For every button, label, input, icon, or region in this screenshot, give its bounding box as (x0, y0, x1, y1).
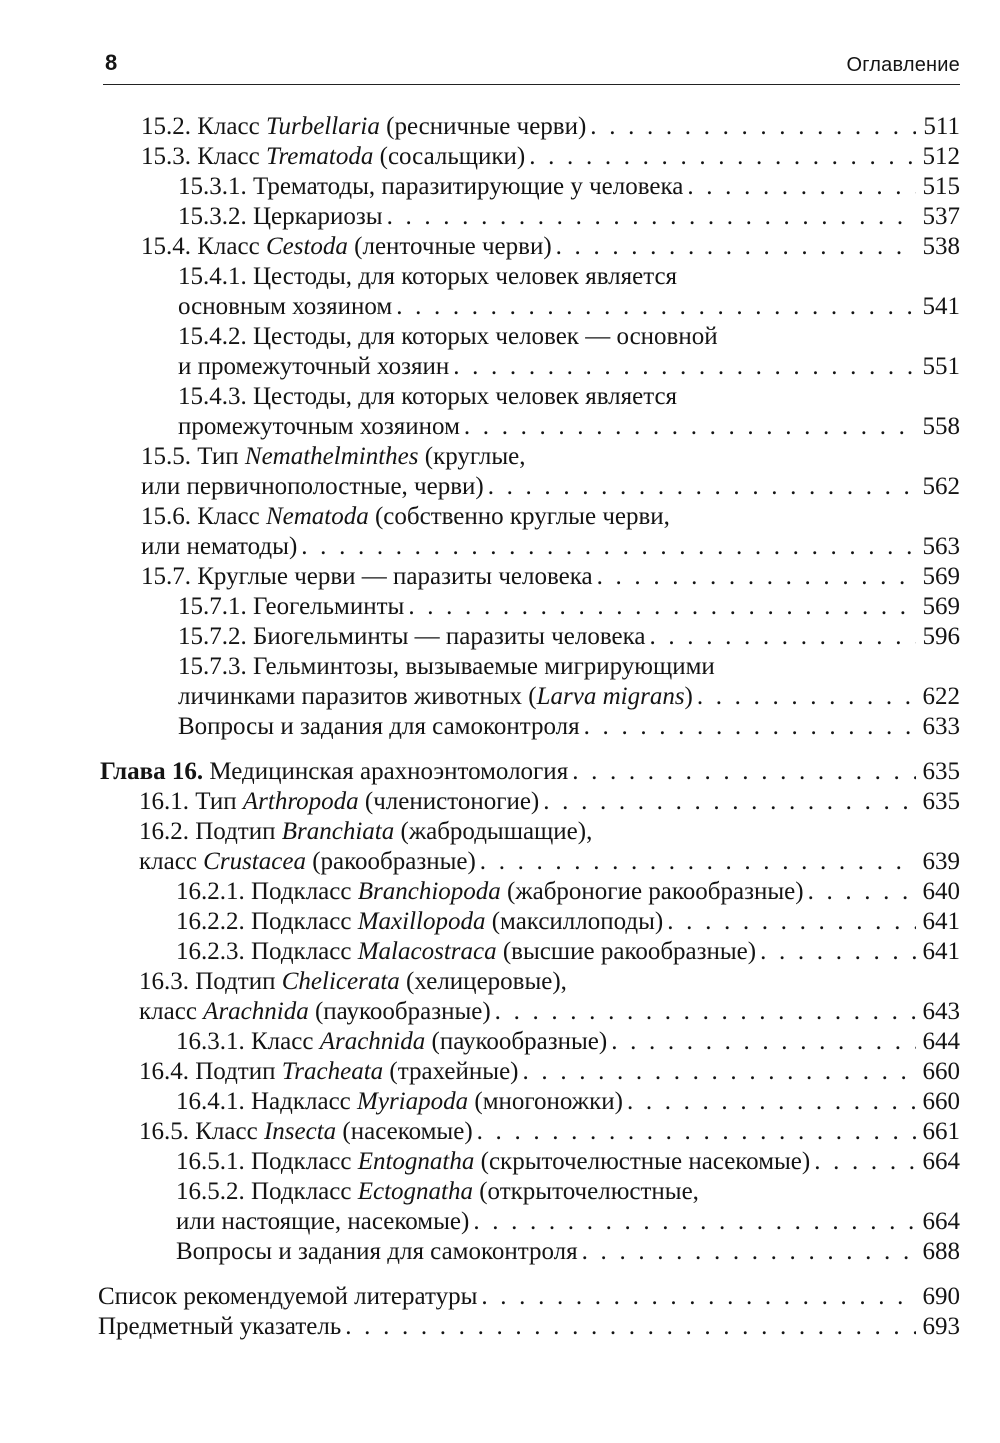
toc-entry-title (178, 352, 449, 382)
title-text: (паукообразные) (308, 998, 491, 1025)
title-text: 15.7.3. Гельминтозы, вызываемые мигрирующими (178, 653, 715, 680)
toc-entry (176, 1087, 960, 1117)
toc-entry-title (178, 202, 383, 232)
title-text: 15.3. Класс (141, 143, 266, 170)
dot-leader (667, 907, 916, 937)
toc-page-number: 641 (922, 938, 960, 965)
toc-page-number: 635 (922, 758, 960, 785)
title-text: 16.5. Класс (139, 1118, 264, 1145)
title-text: 16.2.3. Подкласс (176, 938, 358, 965)
latin-name: Crustacea (203, 848, 306, 875)
toc-entry-title (139, 1117, 473, 1147)
toc-entry (141, 502, 960, 562)
toc-entry-title (176, 1087, 623, 1117)
toc-entry (139, 1057, 960, 1087)
toc-entry-title (176, 1147, 810, 1177)
toc-entry (141, 562, 960, 592)
toc-entry (178, 622, 960, 652)
latin-name: Arthropoda (242, 788, 359, 815)
toc-entry (176, 1027, 960, 1057)
running-head: Оглавление (846, 54, 960, 76)
toc-entry-title (141, 142, 525, 172)
latin-name: Branchiata (281, 818, 395, 845)
dot-leader (396, 292, 916, 322)
toc-entry-title (178, 172, 683, 202)
dot-leader (697, 682, 916, 712)
dot-leader (408, 592, 916, 622)
title-text: (паукообразные) (425, 1028, 608, 1055)
toc-entry-title (178, 652, 715, 682)
toc-entry-title (178, 682, 693, 712)
latin-name: Trematoda (265, 143, 374, 170)
title-text: (ракообразные) (305, 848, 476, 875)
toc-entry-title (178, 412, 460, 442)
dot-leader (627, 1087, 916, 1117)
toc-entry-title (176, 907, 663, 937)
toc-entry (176, 1147, 960, 1177)
toc-entry-title (141, 502, 670, 532)
toc-entry-title (139, 997, 491, 1027)
toc-entry-title (178, 712, 580, 742)
latin-name: Arachnida (203, 998, 309, 1025)
title-text: (скрыточелюстные насекомые) (474, 1148, 811, 1175)
toc-entry-title (141, 532, 297, 562)
dot-leader (481, 1282, 916, 1312)
toc-entry-title (178, 382, 677, 412)
latin-name: Cestoda (265, 233, 348, 260)
title-text: или настоящие, насекомые) (176, 1208, 470, 1235)
title-text: (максиллоподы) (485, 908, 664, 935)
toc-page-number: 596 (922, 623, 960, 650)
title-text: 15.7. Круглые черви — паразиты человека (141, 563, 593, 590)
page-number: 8 (105, 50, 118, 75)
title-text: 16.2. Подтип (139, 818, 282, 845)
toc-page-number: 660 (922, 1058, 960, 1085)
dot-leader (488, 472, 916, 502)
toc-entry (178, 652, 960, 712)
toc-entry (176, 877, 960, 907)
toc-entry (141, 112, 960, 142)
toc-page-number: 541 (922, 293, 960, 320)
toc-entry (178, 382, 960, 442)
toc-entry-title (176, 877, 804, 907)
title-text: 15.5. Тип (141, 443, 245, 470)
toc-entry (139, 967, 960, 1027)
title-text: 16.4. Подтип (139, 1058, 282, 1085)
toc-page-number: 511 (923, 113, 960, 140)
toc-entry-title (178, 292, 392, 322)
toc-entry-title (139, 967, 567, 997)
title-text: 15.2. Класс (141, 113, 266, 140)
latin-name: Turbellaria (265, 113, 380, 140)
toc-page-number: 693 (922, 1313, 960, 1340)
dot-leader (808, 877, 916, 907)
toc-entry (178, 592, 960, 622)
title-text: (круглые, (418, 443, 526, 470)
toc-entry-title (178, 622, 646, 652)
latin-name: Arachnida (319, 1028, 426, 1055)
toc-entry (141, 232, 960, 262)
latin-name: Chelicerata (281, 968, 400, 995)
title-text: (ленточные черви) (347, 233, 552, 260)
toc-entry (176, 937, 960, 967)
toc-entry-title (176, 1027, 607, 1057)
title-text: или нематоды) (141, 533, 298, 560)
latin-name: Insecta (263, 1118, 337, 1145)
toc-page-number: 538 (922, 233, 960, 260)
title-text: 16.3. Подтип (139, 968, 282, 995)
toc-entry-title (176, 937, 756, 967)
title-text: 15.3.1. Трематоды, паразитирующие у человека (178, 173, 684, 200)
toc-page-number: 512 (922, 143, 960, 170)
title-text: 16.2.1. Подкласс (176, 878, 358, 905)
dot-leader (477, 1117, 916, 1147)
title-text: 15.3.2. Церкариозы (178, 203, 383, 230)
dot-leader (480, 847, 916, 877)
dot-leader (473, 1207, 916, 1237)
toc-page-number: 558 (922, 413, 960, 440)
toc-page-number: 688 (922, 1238, 960, 1265)
title-text: 16.5.1. Подкласс (176, 1148, 358, 1175)
toc-entry-title (98, 1312, 341, 1342)
dot-leader (687, 172, 916, 202)
title-text: (жабродышащие), (394, 818, 593, 845)
toc-entry (139, 817, 960, 877)
toc-entry-title (139, 817, 592, 847)
toc-entry (176, 1177, 960, 1237)
title-text: 16.3.1. Класс (176, 1028, 320, 1055)
dot-leader (650, 622, 917, 652)
latin-name: Branchiopoda (357, 878, 501, 905)
latin-name: Tracheata (281, 1058, 384, 1085)
title-text: ) (684, 683, 693, 710)
toc-page-number: 664 (922, 1208, 960, 1235)
dot-leader (464, 412, 916, 442)
title-text: основным хозяином (178, 293, 393, 320)
toc-entry (178, 262, 960, 322)
toc-entry (176, 907, 960, 937)
toc-entry-title (98, 1282, 477, 1312)
toc-page-number: 643 (922, 998, 960, 1025)
toc-page-number: 660 (922, 1088, 960, 1115)
dot-leader (523, 1057, 916, 1087)
toc-page-number: 640 (922, 878, 960, 905)
toc-entry-title (176, 1177, 699, 1207)
latin-name: Larva migrans (536, 683, 685, 710)
title-text: 16.5.2. Подкласс (176, 1178, 358, 1205)
latin-name: Ectognatha (357, 1178, 473, 1205)
toc-page-number: 563 (922, 533, 960, 560)
dot-leader (597, 562, 916, 592)
title-text: (жаброногие ракообразные) (500, 878, 804, 905)
title-text: (насекомые) (336, 1118, 473, 1145)
toc-page-number: 635 (922, 788, 960, 815)
toc-entry-title (139, 1057, 519, 1087)
toc-entry-title (141, 472, 484, 502)
toc-entry (98, 1312, 960, 1342)
title-text: и промежуточный хозяин (178, 353, 450, 380)
title-text: 15.4.3. Цестоды, для которых человек является (178, 383, 678, 410)
title-text: (хелицеровые), (399, 968, 567, 995)
toc-entry-title (178, 592, 404, 622)
page-header (103, 48, 960, 85)
toc-page-number: 639 (922, 848, 960, 875)
latin-name: Entognatha (357, 1148, 475, 1175)
title-text: Вопросы и задания для самоконтроля (178, 713, 580, 740)
title-text: Медицинская арахноэнтомология (203, 758, 569, 785)
toc-entry-title (178, 262, 677, 292)
toc-entry (100, 757, 960, 787)
title-text: промежуточным хозяином (178, 413, 460, 440)
toc-entry-title (141, 232, 552, 262)
toc-entry-title (178, 322, 718, 352)
toc-entry-title (141, 442, 526, 472)
dot-leader (301, 532, 916, 562)
toc-page-number: 569 (922, 593, 960, 620)
chapter-label: Глава 16. (100, 758, 204, 785)
title-text: (ресничные черви) (379, 113, 587, 140)
title-text: 16.4.1. Надкласс (176, 1088, 358, 1115)
title-text: класс (139, 848, 204, 875)
title-text: (членистоногие) (358, 788, 540, 815)
dot-leader (584, 712, 916, 742)
dot-leader (590, 112, 916, 142)
toc-entry-title (141, 562, 593, 592)
latin-name: Nemathelminthes (244, 443, 419, 470)
title-text: 15.4. Класс (141, 233, 266, 260)
title-text: (высшие ракообразные) (496, 938, 757, 965)
toc-page-number: 644 (922, 1028, 960, 1055)
toc-entry (139, 787, 960, 817)
dot-leader (611, 1027, 916, 1057)
toc-page-number: 551 (922, 353, 960, 380)
toc-page-number: 641 (922, 908, 960, 935)
toc-entry (178, 172, 960, 202)
dot-leader (572, 757, 916, 787)
dot-leader (543, 787, 916, 817)
title-text: (открыточелюстные, (472, 1178, 699, 1205)
title-text: 15.7.1. Геогельминты (178, 593, 405, 620)
toc-entry-title (141, 112, 586, 142)
dot-leader (760, 937, 916, 967)
title-text: 16.2.2. Подкласс (176, 908, 358, 935)
latin-name: Nematoda (265, 503, 369, 530)
title-text: 15.7.2. Биогельминты — паразиты человека (178, 623, 646, 650)
latin-name: Maxillopoda (357, 908, 486, 935)
toc-entry-title (139, 787, 539, 817)
toc-page-number: 664 (922, 1148, 960, 1175)
toc-page-number: 569 (922, 563, 960, 590)
dot-leader (529, 142, 916, 172)
toc-page-number: 633 (922, 713, 960, 740)
dot-leader (453, 352, 916, 382)
toc-entry-title (176, 1207, 469, 1237)
title-text: (собственно круглые черви, (368, 503, 670, 530)
title-text: (сосальщики) (373, 143, 526, 170)
dot-leader (814, 1147, 916, 1177)
dot-leader (582, 1237, 916, 1267)
title-text: личинками паразитов животных ( (178, 683, 537, 710)
latin-name: Myriapoda (357, 1088, 469, 1115)
dot-leader (387, 202, 916, 232)
dot-leader (345, 1312, 916, 1342)
toc-entry (176, 1237, 960, 1267)
title-text: 15.4.1. Цестоды, для которых человек является (178, 263, 678, 290)
dot-leader (495, 997, 916, 1027)
toc-page-number: 562 (922, 473, 960, 500)
toc-page-number: 661 (922, 1118, 960, 1145)
latin-name: Malacostraca (357, 938, 497, 965)
title-text: 16.1. Тип (139, 788, 243, 815)
toc-entry-title (139, 847, 476, 877)
dot-leader (556, 232, 916, 262)
title-text: 15.6. Класс (141, 503, 266, 530)
title-text: (многоножки) (468, 1088, 623, 1115)
toc-page-number: 622 (922, 683, 960, 710)
title-text: Предметный указатель (98, 1313, 342, 1340)
toc-entry (98, 1282, 960, 1312)
toc-entry (141, 142, 960, 172)
toc-entry (178, 322, 960, 382)
toc-entry (178, 712, 960, 742)
title-text: Список рекомендуемой литературы (98, 1283, 478, 1310)
title-text: 15.4.2. Цестоды, для которых человек — основной (178, 323, 718, 350)
toc-entry-title (100, 757, 568, 787)
toc-page-number: 537 (922, 203, 960, 230)
title-text: класс (139, 998, 204, 1025)
title-text: (трахейные) (383, 1058, 519, 1085)
toc-entry (178, 202, 960, 232)
toc-entry (139, 1117, 960, 1147)
toc-page-number: 690 (922, 1283, 960, 1310)
title-text: Вопросы и задания для самоконтроля (176, 1238, 578, 1265)
toc-entry (141, 442, 960, 502)
title-text: или первичнополостные, черви) (141, 473, 484, 500)
toc-entry-title (176, 1237, 578, 1267)
toc-page-number: 515 (922, 173, 960, 200)
